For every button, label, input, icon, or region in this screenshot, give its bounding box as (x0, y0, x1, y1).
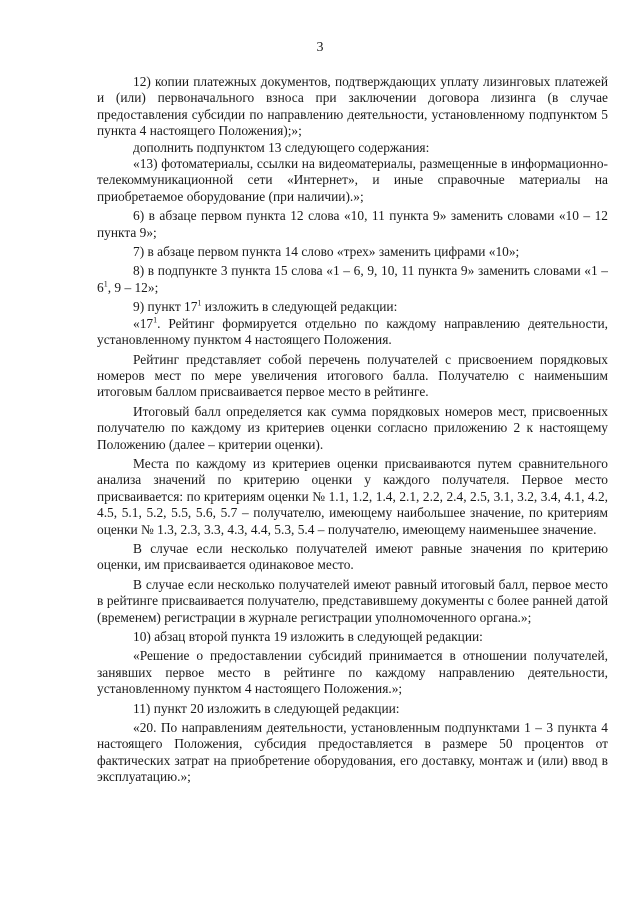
superscript: 1 (197, 298, 202, 308)
paragraph-equal-values: В случае если несколько получателей имеют равные значения по критерию оценки, им присваивается одинаковое место. (97, 540, 608, 573)
paragraph-item-20: «20. По направлениям деятельности, установленным подпунктами 1 – 3 пункта 4 настоящего Положения, субсидия предоставляется в размере 50 процентов от фактических затрат на приобретение оборудования, его доставку, монтаж и (или) ввод в эксплуатацию.»; (97, 720, 608, 785)
paragraph-amend-7: 7) в абзаце первом пункта 14 слово «трех» заменить цифрами «10»; (133, 244, 520, 260)
amend-8-text: 8) в подпункте 3 пункта 15 слова «1 – 6, 9, 10, 11 пункта 9» заменить словами «1 – 6 (97, 263, 608, 295)
paragraph-amend-10: 10) абзац второй пункта 19 изложить в следующей редакции: (133, 629, 483, 644)
paragraph-amend-9 (97, 299, 608, 315)
paragraph-decision: «Решение о предоставлении субсидий принимается в отношении получателей, занявших первое место в рейтинге по каждому направлению деятельности, установленному пунктом 4 настоящего Положения.»; (97, 648, 608, 697)
paragraph-subitem-13: «13) фотоматериалы, ссылки на видеоматериалы, размещенные в информационно-телекоммуникационной сети «Интернет», и иные справочные материалы на приобретаемое оборудование (при наличии).»; (97, 156, 608, 204)
superscript: 1 (153, 315, 158, 325)
paragraph-amend-6: 6) в абзаце первом пункта 12 слова «10, 11 пункта 9» заменить словами «10 – 12 пункта 9»; (97, 208, 608, 240)
paragraph-add-subitem-13: дополнить подпунктом 13 следующего содержания: (133, 139, 430, 155)
superscript: 1 (103, 279, 108, 289)
amend-9-text: 9) пункт 17 (133, 299, 198, 315)
paragraph-amend-11: 11) пункт 20 изложить в следующей редакции: (133, 700, 400, 716)
amend-9-tail: изложить в следующей редакции: (201, 299, 398, 315)
paragraph-item-12: 12) копии платежных документов, подтверждающих уплату лизинговых платежей и (или) первоначального взноса при заключении договора лизинга (в случае предоставления субсидии по направлению деятельности, установленному подпунктом 5 пункта 4 настоящего Положения);»; (97, 74, 608, 139)
page-number: 3 (316, 40, 324, 55)
paragraph-equal-score: В случае если несколько получателей имеют равный итоговый балл, первое место в рейтинге присваивается получателю, представившему документы с более ранней датой (временем) регистрации в журнале регистрации уполномоченного органа.»; (97, 576, 608, 625)
paragraph-item-17-1 (97, 316, 608, 349)
document-body (97, 74, 608, 786)
item-17-1-text: «17 (133, 315, 154, 331)
paragraph-total-score: Итоговый балл определяется как сумма порядковых номеров мест, присвоенных получателю по каждому из критериев оценки согласно приложению 2 к настоящему Положению (далее – критерии оценки). (97, 403, 608, 452)
item-17-1-tail: . Рейтинг формируется отдельно по каждому направлению деятельности, установленному пунктом 4 настоящего Положения. (97, 315, 608, 348)
paragraph-places-assignment: Места по каждому из критериев оценки присваиваются путем сравнительного анализа значений по критерию оценки у каждого получателя. Первое место присваивается: по критериям оценки № 1.1, 1.2, 1.4, 2.1, 2.2, 2.4, 2.5, 3.1, 3.2, 3.4, 4.1, 4.2, 4.5, 5.1, 5.2, 5.5, 5.6, 5.7 – получателю, имеющему наибольшее значение, по критериям оценки № 1.3, 2.3, 3.3, 4.3, 4.4, 5.3, 5.4 – получателю, имеющему наименьшее значение. (97, 455, 608, 537)
paragraph-amend-8 (97, 263, 608, 296)
paragraph-rating-definition: Рейтинг представляет собой перечень получателей с присвоением порядковых номеров мест по мере увеличения итогового балла. Получателю с наименьшим итоговым баллом присваивается первое место в рейтинге. (97, 351, 608, 400)
amend-8-tail: , 9 – 12»; (107, 279, 159, 295)
